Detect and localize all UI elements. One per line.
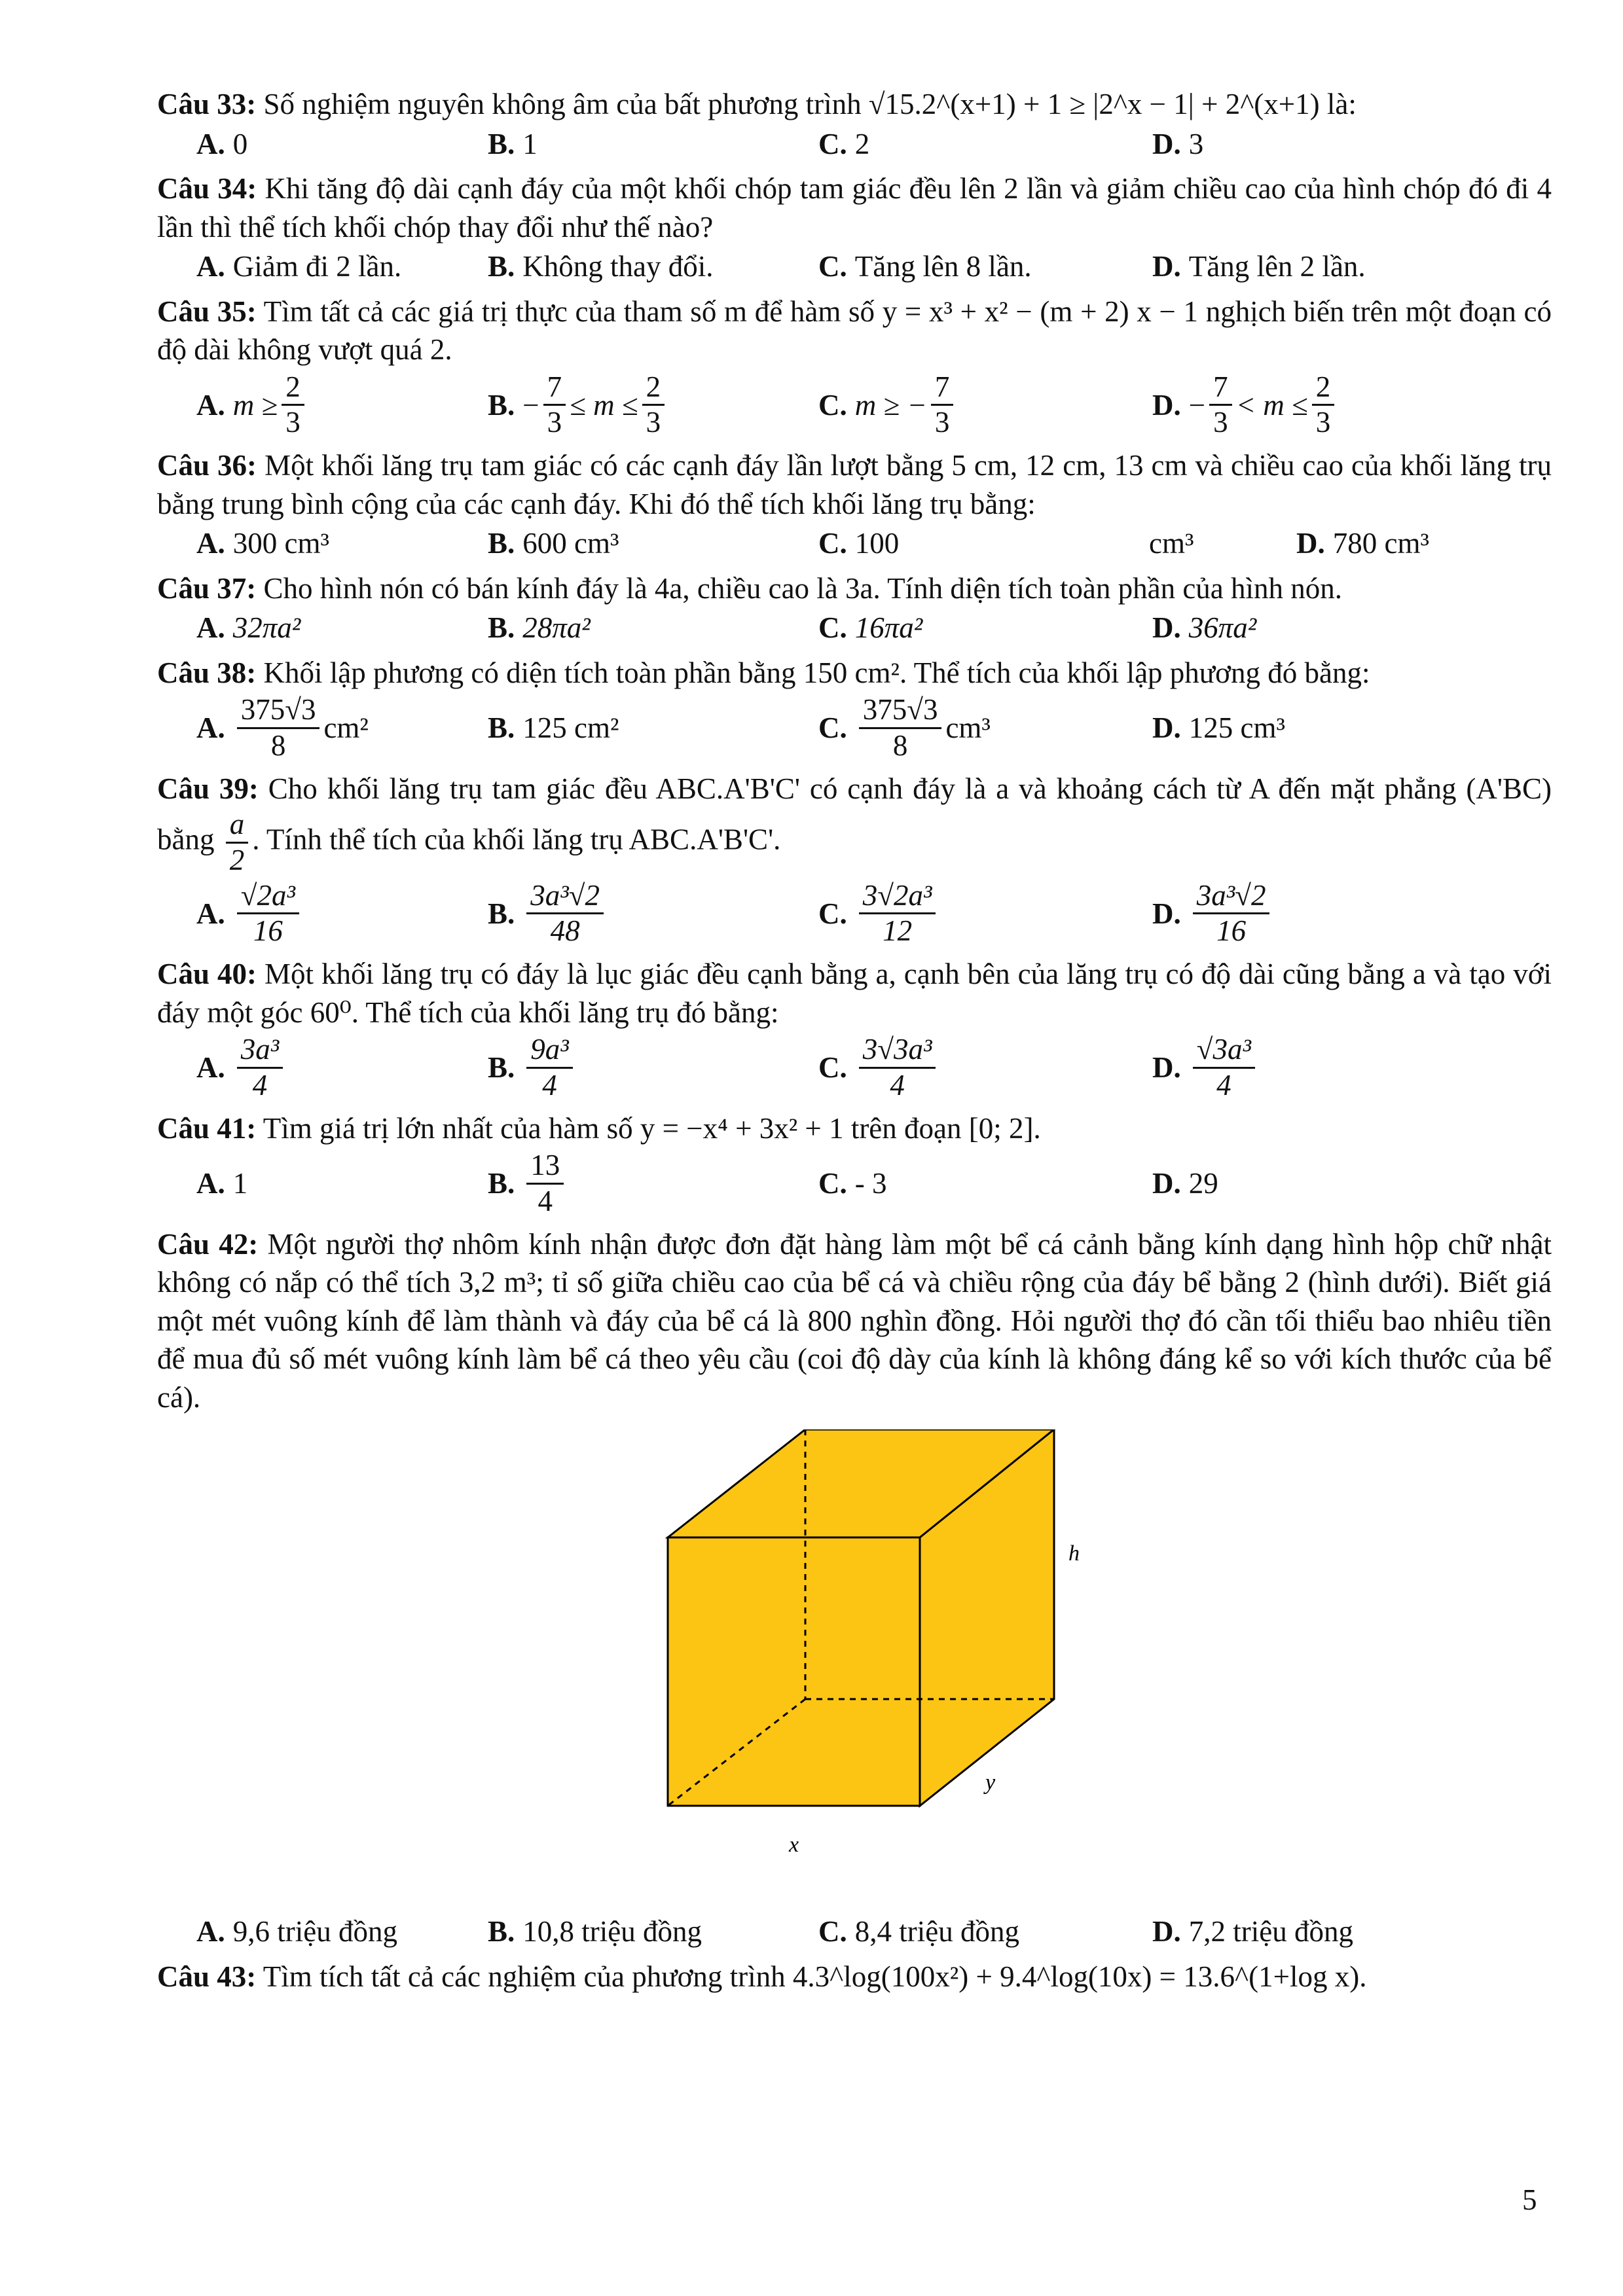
option-b[interactable]: B. $\frac{13}{4}$ bbox=[488, 1149, 818, 1219]
option-b[interactable]: B. 28πa² bbox=[488, 611, 591, 644]
question-stem: Tìm tất cả các giá trị thực của tham số m để hàm số y = x³ + x² − (m + 2) x − 1 nghịch biến trên một đoạn có độ dài không vượt quá 2. bbox=[157, 295, 1552, 366]
stem-fraction: $\frac{a}{2}$ bbox=[226, 808, 249, 878]
option-a[interactable]: A. Giảm đi 2 lần. bbox=[196, 250, 402, 283]
options-39 bbox=[157, 879, 1552, 949]
option-d[interactable]: D. $\frac{\text{3a³√2}}{16}$ bbox=[1152, 879, 1519, 949]
options-35 bbox=[157, 370, 1552, 440]
option-b[interactable]: B. 10,8 triệu đồng bbox=[488, 1915, 702, 1948]
question-label: Câu 35: bbox=[157, 295, 257, 328]
option-d[interactable]: D. $\frac{\text{√3a³}}{4}$ bbox=[1152, 1033, 1519, 1103]
option-b[interactable]: B. $\frac{\text{9a³}}{4}$ bbox=[488, 1033, 818, 1103]
question-36 bbox=[157, 446, 1552, 523]
option-c[interactable]: C. - 3 bbox=[818, 1167, 887, 1200]
option-c[interactable]: C. Tăng lên 8 lần. bbox=[818, 250, 1032, 283]
question-label: Câu 42: bbox=[157, 1227, 259, 1261]
option-d[interactable]: D. 29 bbox=[1152, 1167, 1218, 1200]
question-42 bbox=[157, 1225, 1552, 1417]
option-a[interactable]: A. 0 bbox=[196, 127, 248, 160]
options-40 bbox=[157, 1033, 1552, 1103]
question-37 bbox=[157, 569, 1552, 608]
question-label: Câu 41: bbox=[157, 1111, 257, 1145]
question-35 bbox=[157, 293, 1552, 369]
question-34 bbox=[157, 170, 1552, 246]
question-33 bbox=[157, 85, 1552, 124]
options-37 bbox=[157, 609, 1552, 647]
option-c[interactable]: C. 16πa² bbox=[818, 611, 923, 644]
option-a[interactable]: A. 1 bbox=[196, 1167, 248, 1200]
question-label: Câu 39: bbox=[157, 772, 259, 805]
box-front-face bbox=[668, 1537, 920, 1806]
label-y: y bbox=[985, 1770, 996, 1795]
option-c-unit: cm³ bbox=[1149, 527, 1194, 560]
option-d[interactable]: D. − $\frac{7}{3}$ < m ≤ $\frac{2}{3}$ bbox=[1152, 370, 1519, 440]
question-39 bbox=[157, 770, 1552, 878]
question-label: Câu 40: bbox=[157, 958, 257, 990]
label-x: x bbox=[789, 1833, 799, 1857]
question-stem: Cho khối lăng trụ tam giác đều ABC.A'B'C' có cạnh đáy là a và khoảng cách từ A đến mặt phẳng (A'BC) bằng bbox=[157, 772, 1552, 856]
option-a[interactable]: A. $\frac{\text{3a³}}{4}$ bbox=[157, 1033, 488, 1103]
options-41 bbox=[157, 1149, 1552, 1219]
question-stem: Một khối lăng trụ có đáy là lục giác đều cạnh bằng a, cạnh bên của lăng trụ có độ dài cũng bằng a và tạo với đáy một góc 60⁰. Thể tích của khối lăng trụ đó bằng: bbox=[157, 958, 1552, 1029]
option-a[interactable]: A. 9,6 triệu đồng bbox=[196, 1915, 397, 1948]
option-c[interactable]: C. m ≥ − $\frac{7}{3}$ bbox=[818, 370, 1152, 440]
option-b[interactable]: B. 1 bbox=[488, 127, 538, 160]
question-stem: Cho hình nón có bán kính đáy là 4a, chiều cao là 3a. Tính diện tích toàn phần của hình nón. bbox=[263, 571, 1343, 605]
question-stem: Khối lập phương có diện tích toàn phần bằng 150 cm². Thể tích của khối lập phương đó bằng: bbox=[263, 656, 1370, 689]
option-d[interactable]: D. 7,2 triệu đồng bbox=[1152, 1915, 1353, 1948]
question-label: Câu 33: bbox=[157, 88, 257, 120]
option-c[interactable]: C. 8,4 triệu đồng bbox=[818, 1915, 1019, 1948]
box-diagram bbox=[157, 1429, 1552, 1907]
question-label: Câu 34: bbox=[157, 172, 257, 205]
question-41 bbox=[157, 1109, 1552, 1148]
option-c[interactable]: C. $\frac{375√3}{8}$ cm³ bbox=[818, 693, 991, 762]
option-b[interactable]: B. − $\frac{7}{3}$ ≤ m ≤ $\frac{2}{3}$ bbox=[488, 370, 818, 440]
question-label: Câu 37: bbox=[157, 571, 257, 605]
question-stem: Số nghiệm nguyên không âm của bất phương trình √15.2^(x+1) + 1 ≥ |2^x − 1| + 2^(x+1) là: bbox=[263, 88, 1357, 120]
option-c[interactable]: C. 100 bbox=[818, 527, 900, 560]
question-stem-end: . Tính thể tích của khối lăng trụ ABC.A'B'C'. bbox=[252, 823, 781, 856]
question-label: Câu 43: bbox=[157, 1960, 257, 1993]
options-33 bbox=[157, 125, 1552, 164]
question-40 bbox=[157, 955, 1552, 1031]
page-number: 5 bbox=[1522, 2183, 1537, 2216]
aquarium-box-figure bbox=[157, 1429, 1552, 1907]
question-stem: Tìm tích tất cả các nghiệm của phương trình 4.3^log(100x²) + 9.4^log(10x) = 13.6^(1+log x). bbox=[263, 1960, 1367, 1993]
question-stem: Một khối lăng trụ tam giác có các cạnh đáy lần lượt bằng 5 cm, 12 cm, 13 cm và chiều cao của khối lăng trụ bằng trung bình cộng của các cạnh đáy. Khi đó thể tích khối lăng trụ bằng: bbox=[157, 449, 1552, 520]
option-b[interactable]: B. Không thay đổi. bbox=[488, 250, 714, 283]
options-42 bbox=[157, 1912, 1552, 1951]
option-a[interactable]: A. 300 cm³ bbox=[196, 527, 329, 560]
option-a[interactable]: A. $\frac{375√3}{8}$ cm² bbox=[196, 693, 369, 762]
option-d[interactable]: D. 36πa² bbox=[1152, 611, 1257, 644]
exam-page bbox=[157, 85, 1552, 1996]
question-stem: Khi tăng độ dài cạnh đáy của một khối chóp tam giác đều lên 2 lần và giảm chiều cao của hình chóp đó đi 4 lần thì thể tích khối chóp thay đổi như thế nào? bbox=[157, 172, 1552, 243]
option-d[interactable]: D. 780 cm³ bbox=[1296, 527, 1429, 560]
option-d[interactable]: D. Tăng lên 2 lần. bbox=[1152, 250, 1366, 283]
option-b[interactable]: B. 600 cm³ bbox=[488, 527, 619, 560]
options-36 bbox=[157, 524, 1552, 563]
option-c[interactable]: C. $\frac{\text{3√2a³}}{12}$ bbox=[818, 879, 1152, 949]
option-d[interactable]: D. 125 cm³ bbox=[1152, 711, 1285, 744]
option-d[interactable]: D. 3 bbox=[1152, 127, 1204, 160]
question-label: Câu 38: bbox=[157, 656, 257, 689]
option-b[interactable]: B. $\frac{\text{3a³√2}}{48}$ bbox=[488, 879, 818, 949]
option-a[interactable]: A. 32πa² bbox=[196, 611, 301, 644]
question-label: Câu 36: bbox=[157, 449, 257, 482]
option-a[interactable]: A. m ≥ $\frac{2}{3}$ bbox=[157, 370, 488, 440]
question-38 bbox=[157, 654, 1552, 692]
option-a[interactable]: A. $\frac{\text{√2a³}}{16}$ bbox=[157, 879, 488, 949]
options-34 bbox=[157, 247, 1552, 286]
label-h: h bbox=[1068, 1541, 1080, 1566]
option-c[interactable]: C. 2 bbox=[818, 127, 870, 160]
question-stem: Tìm giá trị lớn nhất của hàm số y = −x⁴ + 3x² + 1 trên đoạn [0; 2]. bbox=[263, 1111, 1041, 1145]
question-stem: Một người thợ nhôm kính nhận được đơn đặt hàng làm một bể cá cảnh bằng kính dạng hình hộp chữ nhật không có nắp có thể tích 3,2 m³; tỉ số giữa chiều cao của bể cá và chiều rộng của đáy bể bằng 2 (hình dưới). Biết giá một mét vuông kính để làm thành và đáy của bể cá là 800 nghìn đồng. Hỏi người thợ đó cần tối thiểu bao nhiêu tiền để mua đủ số mét vuông kính làm bể cá theo yêu cầu (coi độ dày của kính là không đáng kể so với kích thước của bể cá). bbox=[157, 1227, 1552, 1414]
options-38 bbox=[157, 693, 1552, 763]
option-c[interactable]: C. $\frac{\text{3√3a³}}{4}$ bbox=[818, 1033, 1152, 1103]
question-43 bbox=[157, 1958, 1552, 1996]
option-b[interactable]: B. 125 cm² bbox=[488, 711, 619, 744]
